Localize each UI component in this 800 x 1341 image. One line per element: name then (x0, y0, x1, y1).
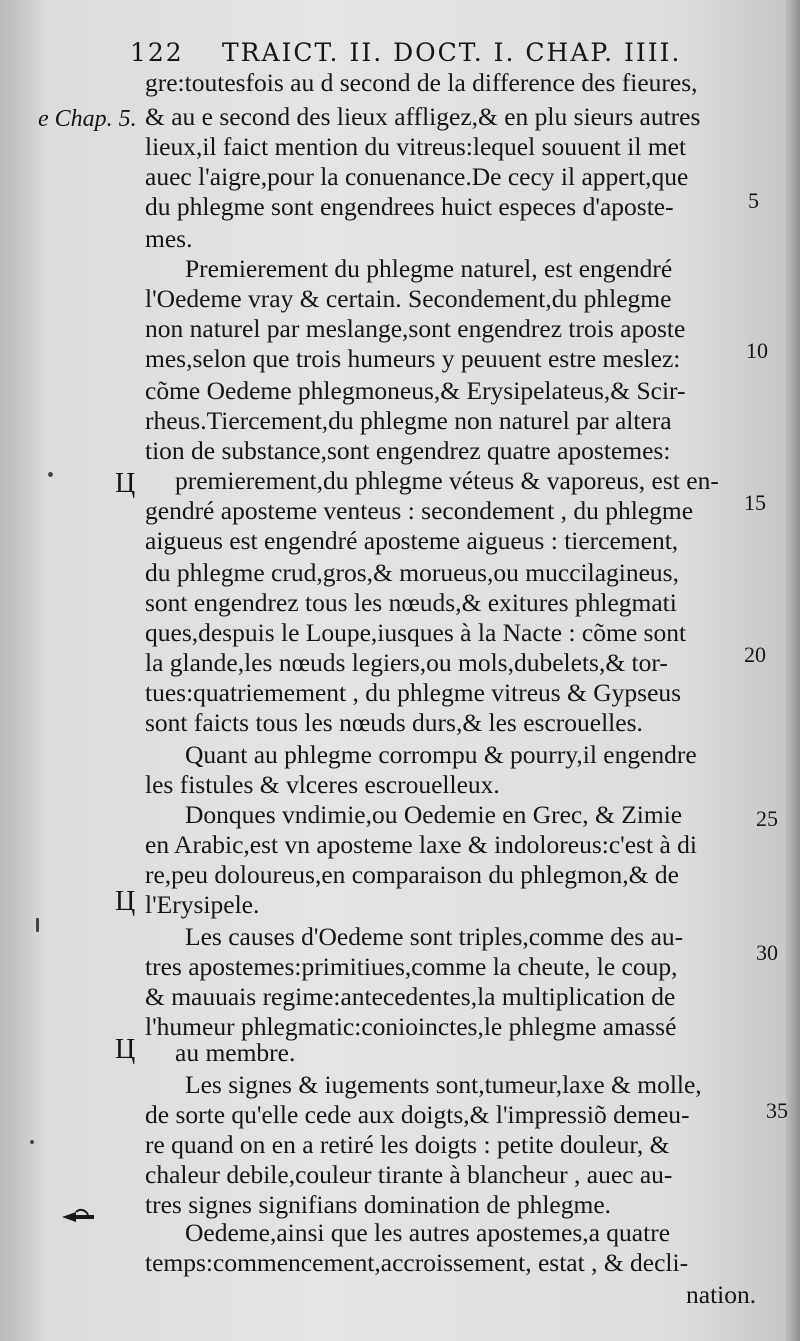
text-line: chaleur debile,couleur tirante à blancheur , auec au- (145, 1160, 673, 1189)
section-mark: Ц (115, 886, 136, 917)
text-line: tres apostemes:primitiues,comme la cheute, le coup, (145, 952, 678, 981)
text-line: en Arabic,est vn aposteme laxe & indoloreus:c'est à di (145, 830, 697, 859)
text-line: tion de substance,sont engendrez quatre apostemes: (145, 436, 671, 465)
text-line: du phlegme crud,gros,& morueus,ou muccilagineus, (145, 558, 679, 587)
text-line: ques,despuis le Loupe,iusques à la Nacte : cõme sont (145, 618, 687, 647)
text-line: auec l'aigre,pour la conuenance.De cecy il appert,que (145, 162, 689, 191)
text-line: lieux,il faict mention du vitreus:lequel souuent il met (145, 132, 687, 161)
chapter-heading: TRAICT. II. DOCT. I. CHAP. IIII. (222, 38, 682, 67)
text-line: & au e second des lieux affligez,& en plu sieurs autres (145, 102, 701, 131)
text-line: Les signes & iugements sont,tumeur,laxe & molle, (185, 1070, 702, 1099)
text-line: non naturel par meslange,sont engendrez trois aposte (145, 314, 686, 343)
text-line: temps:commencement,accroissement, estat , & decli- (145, 1248, 689, 1277)
line-number-5: 5 (748, 188, 759, 213)
text-line: tres signes signifians domination de phlegme. (145, 1190, 612, 1219)
text-line: de sorte qu'elle cede aux doigts,& l'impressiõ demeu- (145, 1100, 690, 1129)
text-line: Donques vndimie,ou Oedemie en Grec, & Zimie (185, 800, 683, 829)
line-number-15: 15 (744, 490, 766, 515)
text-line: l'humeur phlegmatic:conioinctes,le phlegme amassé (145, 1012, 677, 1041)
section-mark: Ц (115, 468, 136, 499)
page-number: 122 (130, 38, 184, 67)
text-line: les fistules & vlceres escrouelleux. (145, 770, 500, 799)
text-line: au membre. (175, 1038, 296, 1067)
text-line: re,peu doloureus,en comparaison du phlegmon,& de (145, 860, 679, 889)
text-line: Les causes d'Oedeme sont triples,comme des au- (185, 922, 684, 951)
text-line: Quant au phlegme corrompu & pourry,il engendre (185, 740, 697, 769)
text-line: sont engendrez tous les nœuds,& exitures phlegmati (145, 588, 677, 617)
text-line: premierement,du phlegme véteus & vaporeus, est en- (175, 466, 719, 495)
margin-note-chapter-ref: e Chap. 5. (38, 106, 137, 132)
text-line: re quand on en a retiré les doigts : petite douleur, & (145, 1130, 670, 1159)
text-line: Oedeme,ainsi que les autres apostemes,a quatre (185, 1218, 671, 1247)
text-line: l'Erysipele. (145, 890, 260, 919)
text-line: aigueus est engendré aposteme aigueus : tiercement, (145, 526, 679, 555)
text-line: Premierement du phlegme naturel, est engendré (185, 254, 673, 283)
text-line: & mauuais regime:antecedentes,la multiplication de (145, 982, 676, 1011)
text-line: du phlegme sont engendrees huict especes d'aposte- (145, 192, 674, 221)
line-number-35: 35 (766, 1098, 788, 1123)
text-line: gendré aposteme venteus : secondement , du phlegme (145, 496, 694, 525)
line-number-20: 20 (744, 642, 766, 667)
text-line: mes,selon que trois humeurs y peuuent estre meslez: (145, 344, 681, 373)
text-line: la glande,les nœuds legiers,ou mols,dubelets,& tor- (145, 648, 668, 677)
line-number-25: 25 (756, 806, 778, 831)
text-line: mes. (145, 224, 193, 253)
text-line: rheus.Tiercement,du phlegme non naturel par altera (145, 406, 672, 435)
line-number-10: 10 (746, 338, 768, 363)
line-number-30: 30 (756, 940, 778, 965)
text-line: sont faicts tous les nœuds durs,& les escrouelles. (145, 708, 643, 737)
section-mark: Ц (115, 1034, 136, 1065)
text-line: nation. (686, 1280, 757, 1309)
text-line: l'Oedeme vray & certain. Secondement,du phlegme (145, 284, 672, 313)
text-line: cõme Oedeme phlegmoneus,& Erysipelateus,& Scir- (145, 376, 686, 405)
text-line: tues:quatriemement , du phlegme vitreus & Gypseus (145, 678, 682, 707)
text-line: gre:toutesfois au d second de la difference des fieures, (145, 68, 698, 97)
